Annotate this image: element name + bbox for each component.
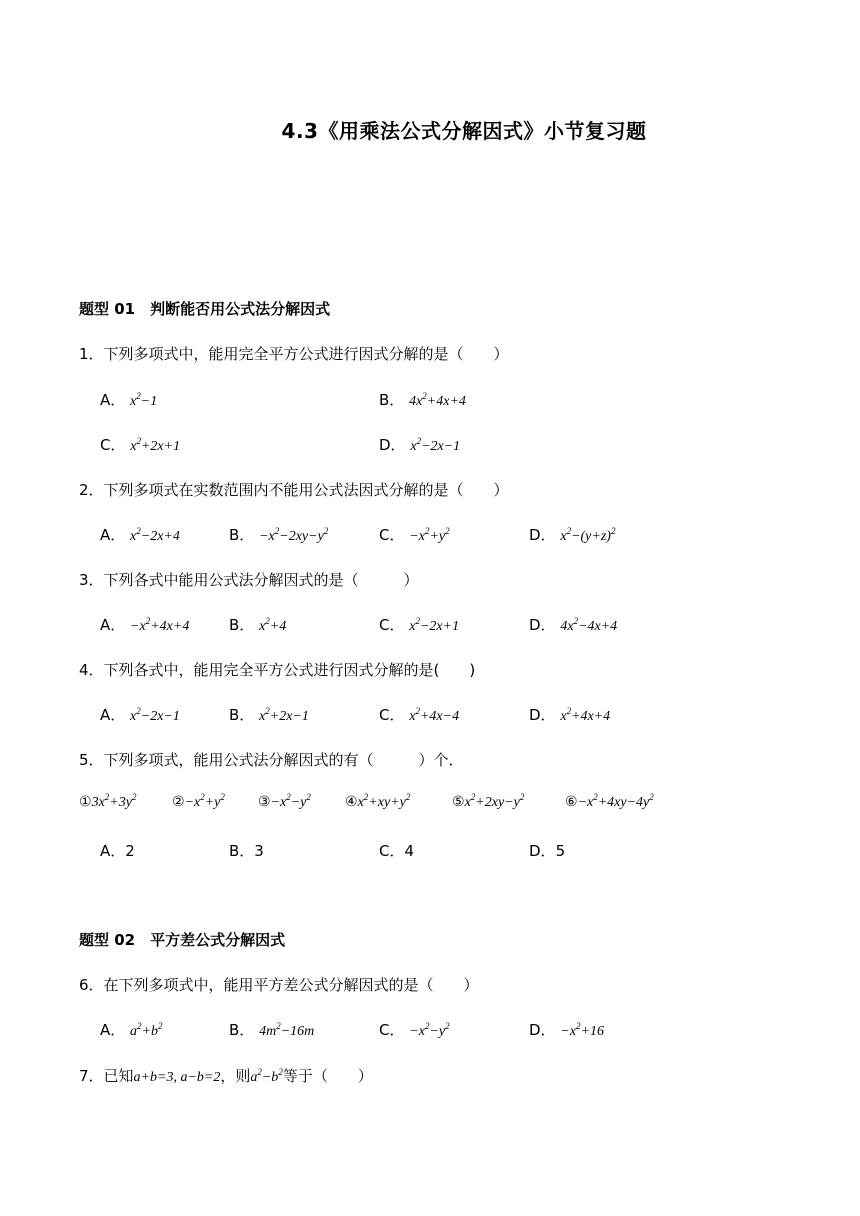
question-3-option-b [229,614,286,635]
exponent: 2 [415,616,420,626]
question-4-option-d [529,704,610,725]
option-label: B． [229,1021,255,1039]
exponent: 2 [610,526,616,536]
item-number: ⑤ [452,794,465,810]
exponent: 2 [405,792,411,802]
option-expr: $4x^2+4x+4$ [409,391,466,409]
option-label: B． [229,842,255,860]
exponent: 2 [137,1021,142,1031]
exponent: 2 [573,616,579,626]
question-4-option-c [379,704,459,725]
exponent: 2 [286,792,291,802]
question-6-option-b [229,1019,314,1040]
option-expr: $x^2-(y+z)^2$ [560,526,616,544]
option-label: D． [379,436,406,454]
item-number: ② [172,794,185,810]
item-number: ① [79,794,92,810]
option-expr: $x^2-2x+1$ [409,616,460,634]
option-expr: $-x^2+4x+4$ [130,616,190,634]
exponent: 2 [415,706,420,716]
exponent: 2 [306,792,311,802]
stem-text: 等于（ ） [282,1067,373,1085]
exponent: 2 [576,1021,581,1031]
option-label: A． [100,706,126,724]
section-heading-2: 题型 02 平方差公式分解因式 [79,931,286,949]
question-1-option-d [379,434,460,455]
exponent: 2 [136,706,141,716]
item-expr: $-x^2-y^2$ [270,792,311,810]
option-label: A． [100,616,126,634]
question-6-stem: 6．在下列多项式中，能用平方差公式分解因式的是（ ） [79,976,479,994]
option-expr: 3 [254,842,264,860]
option-label: A． [100,1021,126,1039]
question-5-item-1 [79,794,136,811]
option-label: D． [529,706,556,724]
question-1-option-b [379,389,466,410]
option-label: C． [379,706,405,724]
item-expr: $-x^2+y^2$ [184,792,225,810]
option-label: C． [379,616,405,634]
option-expr: 2 [125,842,135,860]
option-label: B． [379,391,405,409]
question-5-item-5 [452,794,524,811]
option-expr: $-x^2-2xy-y^2$ [259,526,329,544]
option-label: B． [229,706,255,724]
exponent: 2 [145,616,151,626]
page-title: 4.3《用乘法公式分解因式》小节复习题 [281,119,647,143]
question-4-stem: 4．下列各式中，能用完全平方公式进行因式分解的是( ) [79,661,476,679]
option-expr: $-x^2+16$ [560,1021,604,1039]
question-3-option-c [379,614,459,635]
item-expr: $3x^2+3y^2$ [91,792,137,810]
question-5-option-b [229,840,264,861]
option-expr: $x^2+4$ [259,616,287,634]
exponent: 2 [363,792,369,802]
stem-text: 7．已知 [79,1067,134,1085]
exponent: 2 [131,792,137,802]
exponent: 2 [278,1067,283,1077]
option-expr: $x^2-1$ [130,391,158,409]
question-2-option-d [529,524,615,545]
question-2-option-a [100,524,180,545]
question-6-option-d [529,1019,604,1040]
question-1-stem: 1．下列多项式中，能用完全平方公式进行因式分解的是（ ） [79,345,509,363]
option-expr: $x^2-2x-1$ [130,706,180,724]
question-6-option-a [100,1019,163,1040]
exponent: 2 [200,792,205,802]
item-number: ③ [258,794,271,810]
option-expr: $a^2+b^2$ [130,1021,163,1039]
section-heading-1: 题型 01 判断能否用公式法分解因式 [79,300,331,318]
option-expr: $x^2+2x-1$ [259,706,309,724]
question-2-option-b [229,524,328,545]
question-3-stem: 3．下列各式中能用公式法分解因式的是（ ） [79,571,419,589]
question-5-option-d [529,840,565,861]
item-expr: $x^2+2xy-y^2$ [464,792,525,810]
exponent: 2 [422,391,427,401]
option-expr: $4m^2-16m$ [259,1021,315,1039]
question-4-option-b [229,704,309,725]
exponent: 2 [519,792,525,802]
exponent: 2 [445,1021,450,1031]
option-expr: 5 [555,842,566,860]
question-3-option-a [100,614,189,635]
question-5-item-6 [565,794,654,811]
option-expr: $-x^2+y^2$ [409,526,450,544]
option-label: A． [100,391,126,409]
option-label: A． [100,526,126,544]
question-5-item-2 [172,794,225,811]
question-1-option-a [100,389,157,410]
option-label: B． [229,526,255,544]
stem-text: ，则 [220,1067,251,1085]
question-7-stem [79,1065,373,1086]
option-label: C． [379,842,405,860]
question-5-item-4 [345,794,410,811]
question-3-option-d [529,614,617,635]
exponent: 2 [470,792,476,802]
exponent: 2 [104,792,110,802]
option-expr: $x^2-2x+4$ [130,526,180,544]
given-equations: a+b=3, a−b=2 [133,1070,221,1085]
option-label: D． [529,1021,556,1039]
item-expr: $x^2+xy+y^2$ [357,792,411,810]
exponent: 2 [136,436,141,446]
item-number: ④ [345,794,358,810]
option-label: D． [529,616,556,634]
question-5-option-a [100,840,135,861]
exponent: 2 [416,436,422,446]
exponent: 2 [323,526,329,536]
target-expression: $a^2-b^2$ [250,1067,283,1085]
question-6-option-c [379,1019,450,1040]
exponent: 2 [158,1021,163,1031]
exponent: 2 [445,526,450,536]
exponent: 2 [220,792,225,802]
exponent: 2 [649,792,654,802]
option-label: D． [529,842,556,860]
exponent: 2 [566,706,572,716]
exponent: 2 [136,526,141,536]
item-number: ⑥ [565,794,578,810]
question-1-option-c [100,434,180,455]
option-expr: $x^2+4x+4$ [560,706,611,724]
option-label: A． [100,842,126,860]
option-label: D． [529,526,556,544]
exponent: 2 [566,526,572,536]
exponent: 2 [265,706,270,716]
exponent: 2 [265,616,270,626]
exponent: 2 [276,1021,281,1031]
option-label: B． [229,616,255,634]
exponent: 2 [424,526,430,536]
question-2-option-c [379,524,450,545]
option-label: C． [379,526,405,544]
option-expr: $4x^2-4x+4$ [560,616,618,634]
exponent: 2 [424,1021,430,1031]
exponent: 2 [257,1067,262,1077]
exponent: 2 [136,391,141,401]
option-expr: $x^2+4x-4$ [409,706,460,724]
option-expr: $x^2+2x+1$ [130,436,181,454]
option-label: C． [100,436,126,454]
option-expr: 4 [404,842,415,860]
exponent: 2 [593,792,598,802]
item-expr: $-x^2+4xy-4y^2$ [577,792,654,810]
question-4-option-a [100,704,180,725]
question-5-option-c [379,840,414,861]
exponent: 2 [274,526,280,536]
option-expr: $-x^2-y^2$ [409,1021,450,1039]
option-label: C． [379,1021,405,1039]
question-5-stem: 5．下列多项式，能用公式法分解因式的有（ ）个． [79,751,464,769]
question-2-stem: 2．下列多项式在实数范围内不能用公式法因式分解的是（ ） [79,481,509,499]
option-expr: $x^2-2x-1$ [410,436,461,454]
question-5-item-3 [258,794,311,811]
